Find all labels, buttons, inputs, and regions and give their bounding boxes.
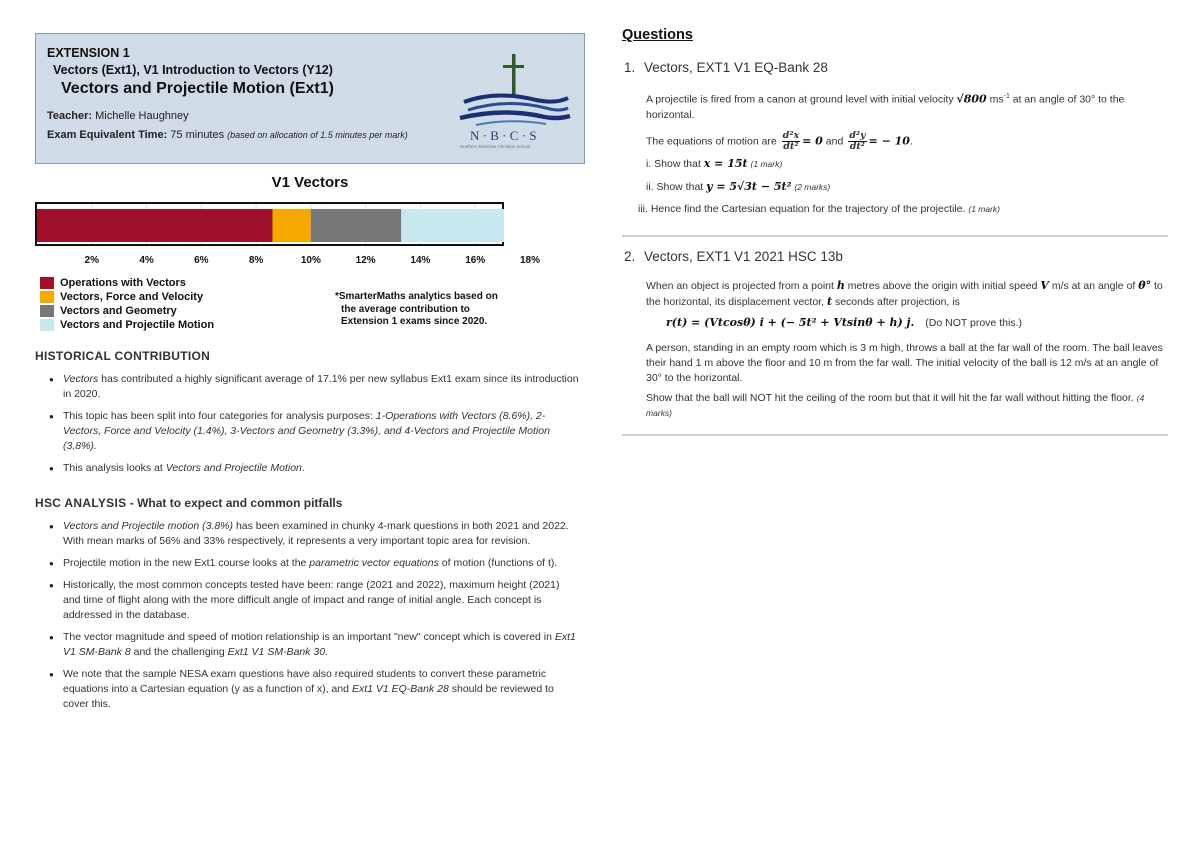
text: A projectile is fired from a canon at ground level with initial velocity <box>646 93 957 106</box>
legend-item <box>40 290 214 304</box>
denominator: dt² <box>783 140 799 152</box>
fraction <box>782 131 800 152</box>
tick-label: 2% <box>84 255 99 266</box>
item-text: . <box>301 462 305 474</box>
heading-bold: HSC ANALYSIS <box>35 496 127 510</box>
legend-item <box>40 318 214 332</box>
math-expression: = − 10 <box>868 133 910 147</box>
tick-label: 6% <box>194 255 209 266</box>
chart-note <box>335 291 498 329</box>
logo-school-name: Northern Beaches Christian School <box>460 144 531 149</box>
left-column <box>35 33 585 710</box>
item-text: The vector magnitude and speed of motion relationship is an important "new" concept which is covered in <box>63 631 555 643</box>
tick-label: 14% <box>410 255 431 266</box>
legend-swatch <box>40 277 54 289</box>
chart-legend <box>40 276 214 332</box>
hsc-analysis-list <box>49 519 579 719</box>
math-expression: r(t) = (Vtcosθ) i + (− 5t² + Vtsinθ + h) j. <box>666 316 915 329</box>
exam-time-value: 75 minutes <box>170 129 225 141</box>
topic-subtitle: Vectors (Ext1), V1 Introduction to Vectors (Y12) <box>53 63 333 77</box>
text: ii. Show that <box>646 180 707 193</box>
item-text: of motion (functions of t). <box>438 557 558 569</box>
legend-label: Vectors and Projectile Motion <box>60 319 215 331</box>
text: ms <box>986 93 1004 106</box>
emphasis-text: Ext1 V1 SM-Bank 30 <box>227 646 326 658</box>
list-item <box>49 556 579 571</box>
emphasis-text: parametric vector equations <box>309 557 439 569</box>
chart-note-line: *SmarterMaths analytics based on <box>335 291 498 302</box>
text: iii. Hence find the Cartesian equation for the trajectory of the projectile. <box>638 202 966 215</box>
tick-label: 8% <box>248 255 264 266</box>
math-expression: x = 15t <box>703 156 748 170</box>
text: to the horizontal, its displacement vector, <box>646 280 1163 308</box>
text: m/s at an angle of <box>1048 280 1139 292</box>
legend-swatch <box>40 305 54 317</box>
bar-segment <box>401 209 504 242</box>
emphasis-text: Vectors and Projectile Motion <box>165 462 302 474</box>
emphasis-text: Ext1 V1 SM-Bank 8 <box>63 631 576 658</box>
math-expression: = 0 <box>802 133 823 147</box>
tick-label: 18% <box>519 255 540 266</box>
item-text: has been examined in chunky 4-mark questions in both 2021 and 2022. With mean marks of 56% and 33% respectively, it represents a very important topic area for revision. <box>63 520 569 547</box>
teacher-name: Michelle Haughney <box>95 110 189 122</box>
legend-swatch <box>40 319 54 331</box>
teacher-label: Teacher: <box>47 110 93 122</box>
divider <box>622 235 1168 237</box>
numerator: d²y <box>849 129 866 141</box>
emphasis-text: 1-Operations with Vectors (8.6%), 2-Vectors, Force and Velocity (1.4%), 3-Vectors and Geometry (3.3%), and 4-Vectors and Projectile Motion (3.8%). <box>63 410 550 452</box>
q2-intro <box>646 278 1166 310</box>
bar-segment <box>37 209 273 242</box>
text: . <box>909 134 913 147</box>
bar-segment <box>273 209 311 242</box>
denominator: dt² <box>849 140 865 152</box>
list-item <box>49 667 579 712</box>
text: (Do NOT prove this.) <box>925 317 1022 329</box>
item-text: This analysis looks at <box>63 462 166 474</box>
teacher-line <box>47 110 189 122</box>
item-text: Historically, the most common concepts tested have been: range (2021 and 2022), maximum height (2021) and time of flight along with the more difficult angle of impact and range of initial angle. Each concept is addressed in the database. <box>63 579 560 621</box>
legend-item <box>40 304 214 318</box>
text: When an object is projected from a point <box>646 280 837 292</box>
q1-intro <box>646 89 1166 123</box>
math-expression: √800 <box>956 92 987 106</box>
item-text: and the challenging <box>130 646 228 658</box>
list-item <box>49 461 579 476</box>
marks-label: (1 mark) <box>750 158 783 169</box>
q1-part-iii <box>638 202 1166 217</box>
legend-swatch <box>40 291 54 303</box>
text: i. Show that <box>646 157 704 170</box>
exam-time-line <box>47 129 408 141</box>
marks-label: (2 marks) <box>794 181 831 192</box>
legend-label: Operations with Vectors <box>60 277 186 289</box>
divider <box>622 434 1168 436</box>
tick-label: 10% <box>300 255 321 266</box>
superscript: -1 <box>1003 93 1010 100</box>
exam-time-label: Exam Equivalent Time: <box>47 129 168 141</box>
cross-icon <box>503 54 524 98</box>
list-item <box>49 578 579 623</box>
q1-equations-line <box>646 131 1166 152</box>
emphasis-text: Vectors <box>63 373 99 385</box>
questions-heading: Questions <box>622 27 693 43</box>
question-1-body <box>638 89 1166 217</box>
item-text: Projectile motion in the new Ext1 course looks at the <box>63 557 310 569</box>
legend-item <box>40 276 214 290</box>
q2-scenario: A person, standing in an empty room which is 3 m high, throws a ball at the far wall of the room. The ball leaves their hand 1 m above the floor and 10 m from the far wall. The initial velocity of the ball is 12 m/s at an angle of 30° to the horizontal. <box>646 342 1163 384</box>
math-expression: h <box>836 279 845 292</box>
list-item <box>49 630 579 660</box>
question-number: 1. <box>624 60 636 75</box>
item-text: . <box>325 646 329 658</box>
hsc-analysis-heading <box>35 496 342 510</box>
q2-task <box>646 391 1166 421</box>
text: The equations of motion are <box>646 134 780 147</box>
question-2-title <box>624 249 843 264</box>
question-title-text: Vectors, EXT1 V1 EQ-Bank 28 <box>644 60 828 75</box>
chart-note-line: Extension 1 exams since 2020. <box>341 316 488 327</box>
fraction <box>848 131 866 152</box>
question-number: 2. <box>624 249 636 264</box>
list-item <box>49 519 579 549</box>
header-box <box>35 33 585 164</box>
math-expression: t <box>826 295 833 308</box>
emphasis-text: Ext1 V1 EQ-Bank 28 <box>351 683 449 695</box>
stacked-bar-chart <box>35 202 504 254</box>
numerator: d²x <box>782 129 800 141</box>
question-1-title <box>624 60 828 75</box>
item-text: should be reviewed to cover this. <box>63 683 554 710</box>
q1-part-i <box>646 156 1166 172</box>
page-title: Vectors and Projectile Motion (Ext1) <box>61 80 334 97</box>
math-expression: V <box>1040 279 1049 292</box>
text: and <box>825 134 847 147</box>
text: seconds after projection, is <box>832 296 960 308</box>
text: Show that the ball will NOT hit the ceiling of the room but that it will hit the far wall without hitting the floor. <box>646 392 1134 404</box>
legend-label: Vectors, Force and Velocity <box>60 291 204 303</box>
heading-rest: - What to expect and common pitfalls <box>126 496 343 510</box>
item-text: has contributed a highly significant average of 17.1% per new syllabus Ext1 exam since its introduction in 2020. <box>63 373 579 400</box>
historical-list <box>49 372 579 483</box>
chart-note-line: the average contribution to <box>341 303 470 315</box>
math-expression: θ° <box>1138 279 1152 292</box>
tick-label: 12% <box>355 255 376 266</box>
q2-displacement-equation <box>646 315 1166 331</box>
text: metres above the origin with initial speed <box>844 280 1041 292</box>
emphasis-text: Vectors and Projectile motion (3.8%) <box>63 520 234 532</box>
item-text: This topic has been split into four categories for analysis purposes: <box>63 410 376 422</box>
extension-label: EXTENSION 1 <box>47 46 130 60</box>
question-2-body <box>646 278 1166 421</box>
historical-heading: HISTORICAL CONTRIBUTION <box>35 349 211 363</box>
marks-label: (4 marks) <box>646 393 1145 418</box>
item-text: We note that the sample NESA exam questions have also required students to convert these parametric equations into a Cartesian equation (y as a function of x), and <box>63 668 547 695</box>
logo-letters: N · B · C · S <box>470 128 537 143</box>
q1-part-ii <box>646 179 1166 195</box>
marks-label: (1 mark) <box>968 203 1000 214</box>
tick-label: 4% <box>139 255 154 266</box>
legend-label: Vectors and Geometry <box>60 305 177 317</box>
bar-segment <box>311 209 401 242</box>
tick-label: 16% <box>465 255 486 266</box>
list-item <box>49 409 579 454</box>
text: at an angle of 30° to the horizontal. <box>646 93 1125 121</box>
chart-title: V1 Vectors <box>271 174 349 191</box>
math-expression: y = 5√3t − 5t² <box>706 179 792 193</box>
list-item <box>49 372 579 402</box>
exam-time-note: (based on allocation of 1.5 minutes per mark) <box>227 130 408 140</box>
question-title-text: Vectors, EXT1 V1 2021 HSC 13b <box>644 249 843 264</box>
